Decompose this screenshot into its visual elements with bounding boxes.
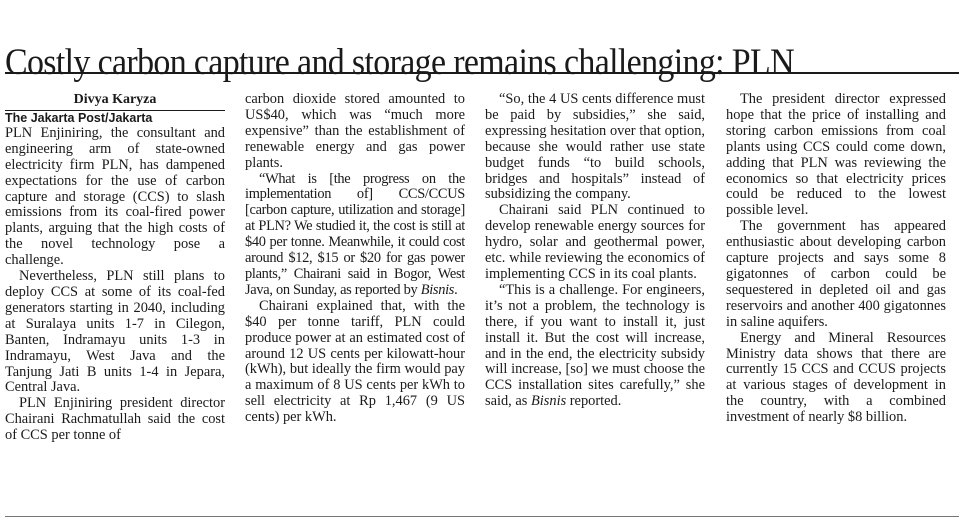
paragraph: The government has appeared enthusiastic about developing carbon capture projects and says some 8 gigatonnes of carbon could be sequestered in depleted oil and gas reservoirs and another 400 gigatonnes in saline aquifers.	[726, 218, 946, 330]
dateline: The Jakarta Post/Jakarta	[5, 110, 153, 125]
paragraph: PLN Enjiniring, the consultant and engineering arm of state-owned electricity firm PLN, has dampened expectations for the use of carbon capture and storage (CCS) to slash emissions from its coal-fired power plants, arguing that the high costs of the novel technology pose a challenge.	[5, 124, 225, 269]
publication-name: Bisnis	[420, 281, 455, 298]
paragraph-tail: reported.	[566, 393, 622, 410]
paragraph: Energy and Mineral Resources Ministry data shows that there are currently 15 CCS and CCUS projects at various stages of development in the country, with a combined investment of nearly $8 billion.	[726, 329, 946, 426]
paragraph: carbon dioxide stored amounted to US$40, which was “much more expensive” than the establishment of renewable energy and gas power plants.	[245, 92, 465, 171]
paragraph-text: “What is [the progress on the implementation of] CCS/CCUS [carbon capture, utilization and storage] at PLN? We studied it, the cost is still at $40 per tonne. Meanwhile, it could cost around $12, $15 or $20 for gas power plants,” Chairani said in Bogor, West Java, on Sunday, as reported by	[245, 170, 465, 298]
paragraph: Chairani said PLN continued to develop renewable energy sources for hydro, solar and geothermal power, etc. while reviewing the economics of implementing CCS in its coal plants.	[485, 202, 705, 282]
headline: Costly carbon capture and storage remains challenging: PLN	[5, 41, 794, 83]
column-4	[726, 92, 946, 512]
paragraph	[245, 172, 465, 299]
byline: Divya Karyza	[5, 92, 225, 111]
paragraph: Chairani explained that, with the $40 per tonne tariff, PLN could produce power at an estimated cost of around 12 US cents per kilowatt-hour (kWh), but ideally the firm would pay a maximum of 8 US cents per kWh to sell electricity at Rp 1,467 (9 US cents) per kWh.	[245, 297, 465, 426]
paragraph: “So, the 4 US cents difference must be paid by subsidies,” she said, expressing hesitation over that option, because she would rather use state budget funds “to build schools, bridges and hospitals” instead of subsidizing the company.	[485, 92, 705, 203]
column-2	[245, 92, 465, 512]
paragraph-text: “This is a challenge. For engineers, it’s not a problem, the technology is there, if you want to install it, just install it. But the cost will increase, and in the end, the electricity subsidy will increase, [so] we must choose the CCS installation sites carefully,” she said, as	[485, 281, 705, 410]
paragraph	[485, 283, 705, 410]
bottom-rule	[5, 516, 959, 517]
punctuation: .	[454, 281, 458, 298]
paragraph: PLN Enjiniring president director Chairani Rachmatullah said the cost of CCS per tonne of	[5, 395, 225, 444]
column-1	[5, 92, 225, 512]
paragraph: The president director expressed hope that the price of installing and storing carbon emissions from coal plants using CCS could come down, adding that PLN was reviewing the economics so that electricity prices could be reduced to the lowest possible level.	[726, 92, 946, 219]
headline-rule	[5, 72, 959, 74]
paragraph: Nevertheless, PLN still plans to deploy CCS at some of its coal-fed generators starting in 2040, including at Suralaya units 1-7 in Cilegon, Banten, Indramayu units 1-3 in Indramayu, West Java and the Tanjung Jati B units 1-4 in Jepara, Central Java.	[5, 268, 225, 396]
column-3	[485, 92, 705, 512]
publication-name: Bisnis	[530, 393, 567, 410]
